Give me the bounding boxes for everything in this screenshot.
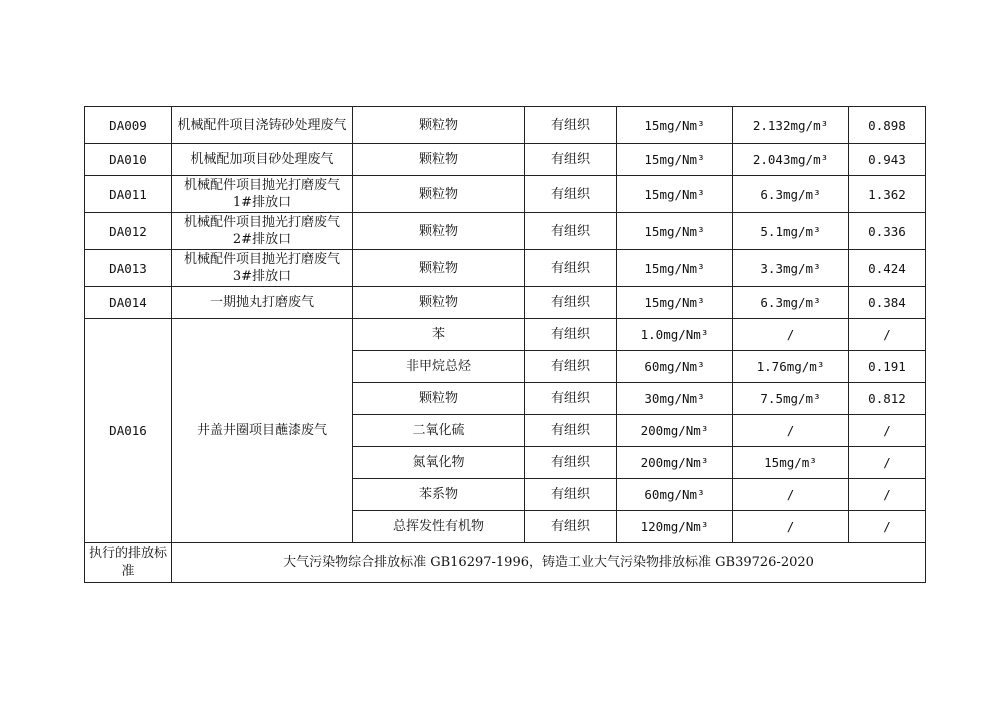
pollutant-cell: 颗粒物 [353, 250, 525, 287]
limit-cell: 15mg/Nm³ [617, 107, 733, 144]
emission-mode-cell: 有组织 [525, 213, 617, 250]
rate-cell: 0.812 [849, 383, 926, 415]
outlet-id-cell: DA014 [85, 287, 172, 319]
emission-mode-cell: 有组织 [525, 383, 617, 415]
rate-cell: 0.943 [849, 144, 926, 176]
table-row [85, 213, 926, 250]
pollutant-cell: 苯系物 [353, 479, 525, 511]
table-row [85, 144, 926, 176]
outlet-id-cell: DA010 [85, 144, 172, 176]
pollutant-cell: 颗粒物 [353, 107, 525, 144]
emission-mode-cell: 有组织 [525, 176, 617, 213]
limit-cell: 1.0mg/Nm³ [617, 319, 733, 351]
limit-cell: 60mg/Nm³ [617, 479, 733, 511]
emission-mode-cell: 有组织 [525, 287, 617, 319]
emission-mode-cell: 有组织 [525, 479, 617, 511]
pollutant-cell: 苯 [353, 319, 525, 351]
table-row [85, 287, 926, 319]
outlet-name-cell: 机械配件项目抛光打磨废气 3#排放口 [172, 250, 353, 287]
concentration-cell: / [733, 319, 849, 351]
table-row [85, 319, 926, 351]
outlet-name-cell: 机械配件项目浇铸砂处理废气 [172, 107, 353, 144]
outlet-id-cell: DA013 [85, 250, 172, 287]
outlet-name-cell: 机械配件项目抛光打磨废气 2#排放口 [172, 213, 353, 250]
limit-cell: 15mg/Nm³ [617, 287, 733, 319]
emission-mode-cell: 有组织 [525, 250, 617, 287]
concentration-cell: 2.043mg/m³ [733, 144, 849, 176]
concentration-cell: 15mg/m³ [733, 447, 849, 479]
limit-cell: 60mg/Nm³ [617, 351, 733, 383]
rate-cell: 0.191 [849, 351, 926, 383]
pollutant-cell: 颗粒物 [353, 287, 525, 319]
concentration-cell: / [733, 479, 849, 511]
limit-cell: 120mg/Nm³ [617, 511, 733, 543]
outlet-id-cell: DA016 [85, 319, 172, 543]
rate-cell: 0.384 [849, 287, 926, 319]
emission-mode-cell: 有组织 [525, 351, 617, 383]
emission-mode-cell: 有组织 [525, 107, 617, 144]
pollutant-cell: 颗粒物 [353, 213, 525, 250]
concentration-cell: 1.76mg/m³ [733, 351, 849, 383]
pollutant-cell: 二氧化硫 [353, 415, 525, 447]
rate-cell: / [849, 415, 926, 447]
outlet-name-cell: 一期抛丸打磨废气 [172, 287, 353, 319]
outlet-name-cell: 井盖井圈项目蘸漆废气 [172, 319, 353, 543]
pollutant-cell: 氮氧化物 [353, 447, 525, 479]
standard-row [85, 543, 926, 583]
emission-table-body [85, 107, 926, 583]
concentration-cell: / [733, 511, 849, 543]
outlet-id-cell: DA012 [85, 213, 172, 250]
standard-label: 执行的排放标准 [85, 543, 172, 583]
emission-mode-cell: 有组织 [525, 511, 617, 543]
rate-cell: 1.362 [849, 176, 926, 213]
pollutant-cell: 总挥发性有机物 [353, 511, 525, 543]
rate-cell: / [849, 319, 926, 351]
emission-table [84, 106, 926, 583]
limit-cell: 200mg/Nm³ [617, 415, 733, 447]
table-row [85, 176, 926, 213]
concentration-cell: 7.5mg/m³ [733, 383, 849, 415]
concentration-cell: 5.1mg/m³ [733, 213, 849, 250]
outlet-name-cell: 机械配加项目砂处理废气 [172, 144, 353, 176]
emission-mode-cell: 有组织 [525, 447, 617, 479]
outlet-name-cell: 机械配件项目抛光打磨废气 1#排放口 [172, 176, 353, 213]
emission-mode-cell: 有组织 [525, 144, 617, 176]
rate-cell: 0.424 [849, 250, 926, 287]
limit-cell: 15mg/Nm³ [617, 176, 733, 213]
table-row [85, 107, 926, 144]
concentration-cell: / [733, 415, 849, 447]
rate-cell: / [849, 447, 926, 479]
rate-cell: / [849, 511, 926, 543]
rate-cell: 0.898 [849, 107, 926, 144]
emission-mode-cell: 有组织 [525, 319, 617, 351]
limit-cell: 200mg/Nm³ [617, 447, 733, 479]
limit-cell: 15mg/Nm³ [617, 144, 733, 176]
limit-cell: 15mg/Nm³ [617, 213, 733, 250]
limit-cell: 30mg/Nm³ [617, 383, 733, 415]
limit-cell: 15mg/Nm³ [617, 250, 733, 287]
pollutant-cell: 颗粒物 [353, 383, 525, 415]
concentration-cell: 6.3mg/m³ [733, 176, 849, 213]
concentration-cell: 2.132mg/m³ [733, 107, 849, 144]
rate-cell: / [849, 479, 926, 511]
standard-text: 大气污染物综合排放标准 GB16297-1996，铸造工业大气污染物排放标准 GB39726-2020 [172, 543, 926, 583]
concentration-cell: 6.3mg/m³ [733, 287, 849, 319]
pollutant-cell: 颗粒物 [353, 144, 525, 176]
pollutant-cell: 颗粒物 [353, 176, 525, 213]
outlet-id-cell: DA011 [85, 176, 172, 213]
concentration-cell: 3.3mg/m³ [733, 250, 849, 287]
emission-mode-cell: 有组织 [525, 415, 617, 447]
rate-cell: 0.336 [849, 213, 926, 250]
table-row [85, 250, 926, 287]
pollutant-cell: 非甲烷总烃 [353, 351, 525, 383]
outlet-id-cell: DA009 [85, 107, 172, 144]
